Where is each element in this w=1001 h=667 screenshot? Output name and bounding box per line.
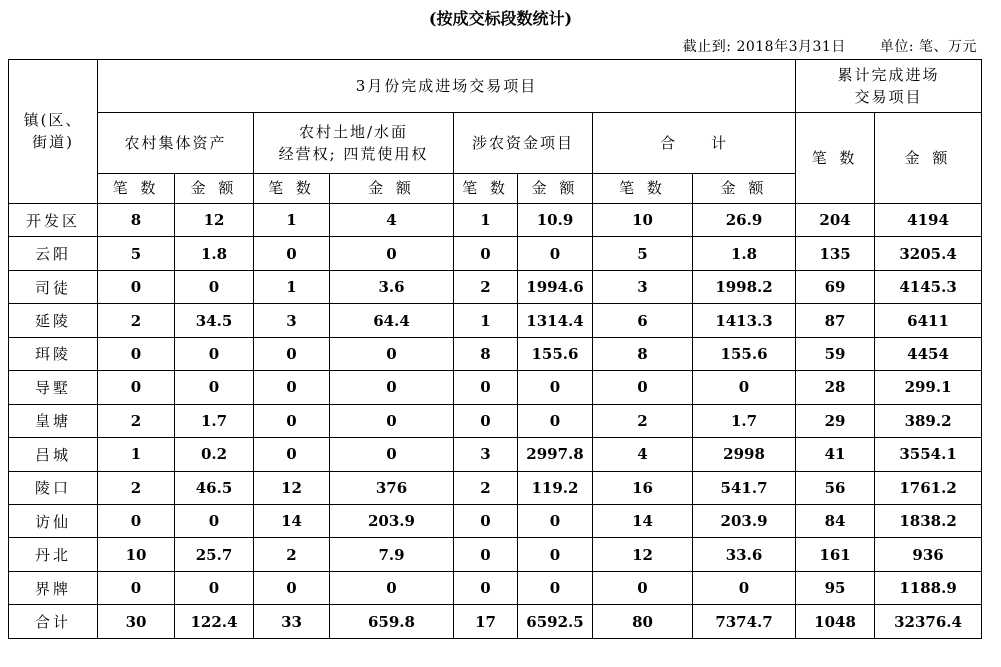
table-cell: 155.6 [693,337,796,370]
table-cell: 4 [330,203,454,236]
table-row [9,270,982,303]
cumulative-group-header: 累计完成进场 交易项目 [796,60,982,113]
table-cell: 3554.1 [875,438,982,471]
table-cell: 30 [98,605,175,639]
table-cell: 1998.2 [693,270,796,303]
count-header: 笔 数 [254,173,330,203]
table-cell: 33.6 [693,538,796,571]
table-row [9,571,982,604]
table-cell: 0 [98,571,175,604]
table-cell: 203.9 [330,505,454,538]
table-row [9,304,982,337]
table-cell: 0 [454,571,518,604]
table-cell: 0 [254,438,330,471]
table-cell: 2 [98,404,175,437]
table-cell: 6 [593,304,693,337]
table-row [9,438,982,471]
table-cell: 1 [254,203,330,236]
table-cell: 29 [796,404,875,437]
count-header: 笔 数 [593,173,693,203]
table-cell: 135 [796,237,875,270]
table-cell: 12 [593,538,693,571]
table-cell: 0 [175,505,254,538]
table-cell: 161 [796,538,875,571]
table-cell: 0 [518,237,593,270]
table-cell: 8 [98,203,175,236]
table-cell: 8 [454,337,518,370]
table-cell: 84 [796,505,875,538]
table-cell: 16 [593,471,693,504]
table-cell: 0 [518,371,593,404]
table-cell: 12 [175,203,254,236]
table-cell: 80 [593,605,693,639]
table-cell: 0 [175,571,254,604]
table-cell: 0 [330,438,454,471]
table-cell: 0 [254,571,330,604]
table-row [9,505,982,538]
table-cell: 0 [330,371,454,404]
cumulative-amount-header: 金 额 [875,112,982,203]
table-cell: 0 [254,337,330,370]
table-cell: 0 [98,337,175,370]
table-cell: 10 [593,203,693,236]
table-cell: 69 [796,270,875,303]
table-cell: 0 [98,505,175,538]
table-cell: 8 [593,337,693,370]
row-town-name: 皇塘 [9,404,98,437]
table-cell: 6411 [875,304,982,337]
row-town-name: 云阳 [9,237,98,270]
table-cell: 0 [175,371,254,404]
table-cell: 204 [796,203,875,236]
table-cell: 0 [593,371,693,404]
cumulative-count-header: 笔 数 [796,112,875,203]
table-cell: 0 [593,571,693,604]
row-town-name: 吕城 [9,438,98,471]
table-row [9,404,982,437]
table-cell: 0 [454,505,518,538]
table-cell: 2998 [693,438,796,471]
table-cell: 2 [98,471,175,504]
table-cell: 95 [796,571,875,604]
table-cell: 32376.4 [875,605,982,639]
row-town-name: 陵口 [9,471,98,504]
row-town-name: 丹北 [9,538,98,571]
table-cell: 0 [693,571,796,604]
table-cell: 376 [330,471,454,504]
table-cell: 2 [98,304,175,337]
table-cell: 3.6 [330,270,454,303]
table-cell: 0 [330,337,454,370]
table-cell: 33 [254,605,330,639]
amount-header: 金 额 [175,173,254,203]
table-cell: 4145.3 [875,270,982,303]
table-cell: 3205.4 [875,237,982,270]
table-cell: 299.1 [875,371,982,404]
table-row [9,605,982,639]
table-cell: 56 [796,471,875,504]
march-group-header: 3月份完成进场交易项目 [98,60,796,113]
table-cell: 0 [454,538,518,571]
table-cell: 7.9 [330,538,454,571]
table-cell: 119.2 [518,471,593,504]
row-town-name: 访仙 [9,505,98,538]
table-cell: 2 [254,538,330,571]
table-cell: 1413.3 [693,304,796,337]
table-cell: 1 [454,203,518,236]
table-cell: 0 [693,371,796,404]
table-cell: 1188.9 [875,571,982,604]
table-cell: 0 [175,270,254,303]
table-cell: 203.9 [693,505,796,538]
table-cell: 1.8 [175,237,254,270]
row-town-name: 导墅 [9,371,98,404]
table-cell: 1838.2 [875,505,982,538]
table-cell: 26.9 [693,203,796,236]
table-cell: 2 [593,404,693,437]
table-row [9,203,982,236]
table-cell: 1994.6 [518,270,593,303]
table-cell: 12 [254,471,330,504]
table-cell: 10 [98,538,175,571]
group-agri-funds: 涉农资金项目 [454,112,593,173]
cutoff-date: 截止到: 2018年3月31日 [682,39,846,55]
table-cell: 2 [454,270,518,303]
table-cell: 541.7 [693,471,796,504]
table-cell: 155.6 [518,337,593,370]
table-cell: 0 [330,404,454,437]
table-cell: 0 [518,571,593,604]
table-cell: 3 [254,304,330,337]
table-cell: 3 [593,270,693,303]
table-cell: 0 [175,337,254,370]
table-cell: 0 [330,571,454,604]
table-cell: 936 [875,538,982,571]
row-town-name: 延陵 [9,304,98,337]
table-cell: 10.9 [518,203,593,236]
table-cell: 4194 [875,203,982,236]
table-row [9,371,982,404]
table-cell: 25.7 [175,538,254,571]
table-row [9,337,982,370]
table-cell: 0 [454,237,518,270]
table-cell: 0.2 [175,438,254,471]
count-header: 笔 数 [454,173,518,203]
table-cell: 59 [796,337,875,370]
table-cell: 17 [454,605,518,639]
table-cell: 0 [454,404,518,437]
row-town-name: 开发区 [9,203,98,236]
table-row [9,237,982,270]
table-cell: 1.8 [693,237,796,270]
table-cell: 1314.4 [518,304,593,337]
table-cell: 6592.5 [518,605,593,639]
table-cell: 64.4 [330,304,454,337]
transaction-table [8,59,982,639]
row-town-name: 合计 [9,605,98,639]
table-cell: 14 [593,505,693,538]
table-cell: 4 [593,438,693,471]
table-cell: 0 [518,538,593,571]
table-cell: 34.5 [175,304,254,337]
group-collective-assets: 农村集体资产 [98,112,254,173]
table-cell: 1.7 [175,404,254,437]
unit-label: 单位: 笔、万元 [879,39,977,55]
table-cell: 0 [454,371,518,404]
count-header: 笔 数 [98,173,175,203]
table-cell: 2 [454,471,518,504]
group-land-water: 农村土地/水面 经营权; 四荒使用权 [254,112,454,173]
town-header: 镇(区、 街道) [9,60,98,204]
table-cell: 87 [796,304,875,337]
table-caption: (按成交标段数统计) [428,9,573,28]
row-town-name: 司徒 [9,270,98,303]
table-cell: 0 [98,371,175,404]
table-cell: 5 [98,237,175,270]
table-cell: 41 [796,438,875,471]
table-cell: 1 [254,270,330,303]
table-cell: 5 [593,237,693,270]
table-row [9,538,982,571]
table-row [9,471,982,504]
table-cell: 1761.2 [875,471,982,504]
row-town-name: 界牌 [9,571,98,604]
row-town-name: 珥陵 [9,337,98,370]
table-cell: 0 [98,270,175,303]
table-cell: 389.2 [875,404,982,437]
group-total: 合 计 [593,112,796,173]
table-cell: 0 [254,371,330,404]
table-cell: 1.7 [693,404,796,437]
table-cell: 1 [454,304,518,337]
table-cell: 0 [254,404,330,437]
date-unit-line [683,36,977,56]
table-cell: 1048 [796,605,875,639]
table-cell: 14 [254,505,330,538]
table-cell: 28 [796,371,875,404]
table-cell: 0 [254,237,330,270]
table-cell: 659.8 [330,605,454,639]
table-cell: 0 [330,237,454,270]
table-cell: 122.4 [175,605,254,639]
table-cell: 0 [518,505,593,538]
amount-header: 金 额 [693,173,796,203]
table-cell: 7374.7 [693,605,796,639]
table-cell: 1 [98,438,175,471]
amount-header: 金 额 [330,173,454,203]
table-cell: 46.5 [175,471,254,504]
table-cell: 3 [454,438,518,471]
table-cell: 0 [518,404,593,437]
table-cell: 4454 [875,337,982,370]
table-cell: 2997.8 [518,438,593,471]
amount-header: 金 额 [518,173,593,203]
